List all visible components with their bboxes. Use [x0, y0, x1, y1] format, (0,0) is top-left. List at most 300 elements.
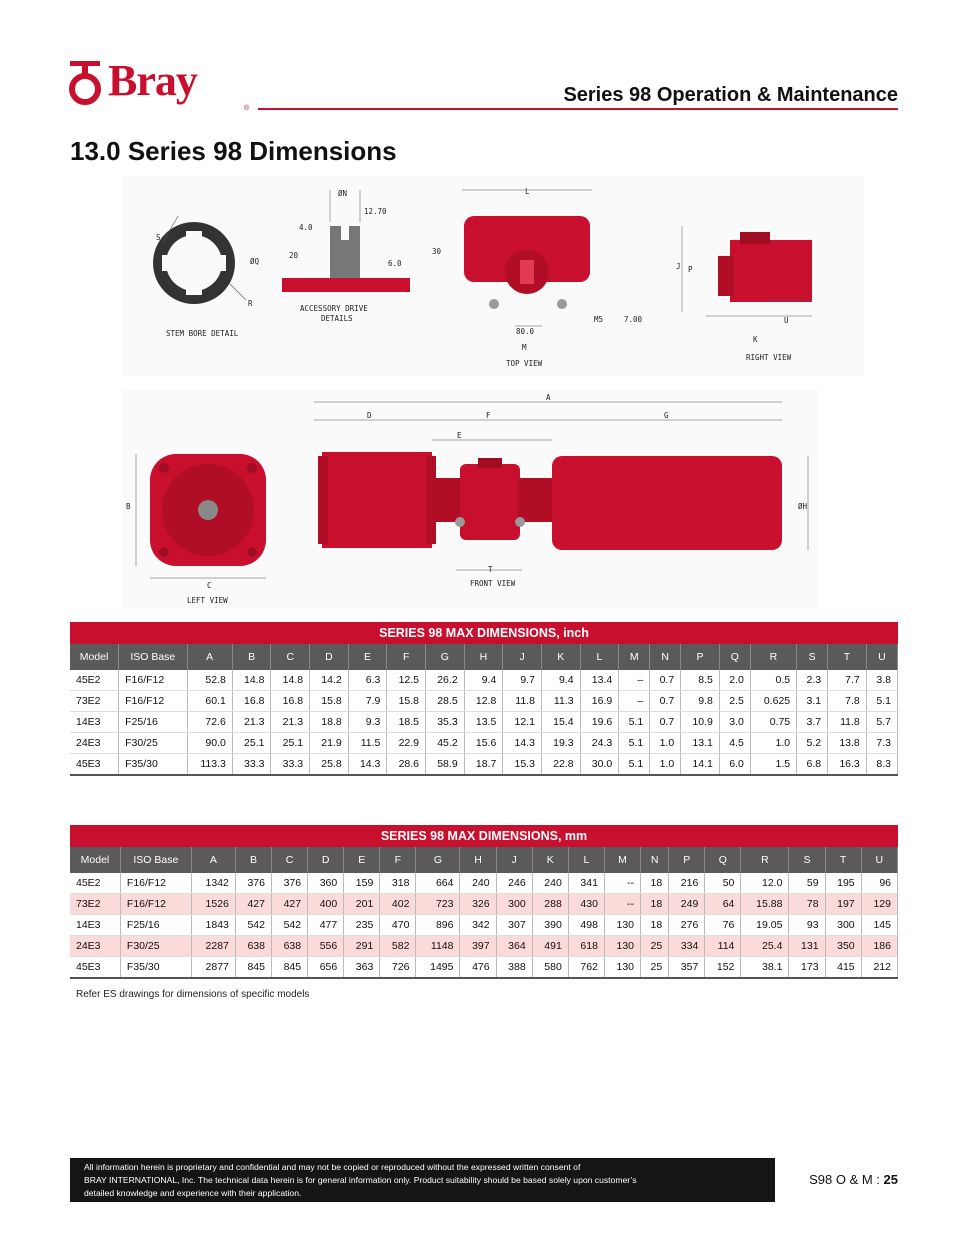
column-header: B	[235, 847, 271, 873]
table-cell: 10.9	[681, 712, 720, 733]
table-cell: 15.8	[387, 691, 426, 712]
table-cell: 288	[532, 894, 568, 915]
table-cell: 76	[705, 915, 741, 936]
left-label-c: C	[207, 581, 212, 590]
table-cell: 30.0	[580, 754, 619, 776]
header-rule	[258, 108, 898, 110]
table-cell: 45E2	[70, 873, 120, 894]
table-cell: 18.7	[464, 754, 503, 776]
table-cell: 1526	[191, 894, 235, 915]
table-cell: 307	[496, 915, 532, 936]
table-cell: 363	[344, 957, 380, 979]
table-cell: 7.3	[866, 733, 897, 754]
table-cell: F16/F12	[120, 873, 191, 894]
table-cell: 152	[705, 957, 741, 979]
table-cell: 14.1	[681, 754, 720, 776]
top-label-m: M	[522, 343, 527, 352]
acc-caption-2: DETAILS	[321, 314, 353, 323]
table-cell: 9.7	[503, 670, 542, 691]
table-cell: 16.8	[271, 691, 310, 712]
acc-caption-1: ACCESSORY DRIVE	[300, 304, 368, 313]
table-cell: 13.8	[828, 733, 867, 754]
column-header: N	[641, 847, 669, 873]
table-cell: 13.4	[580, 670, 619, 691]
table-cell: 45E3	[70, 957, 120, 979]
column-header: P	[681, 644, 720, 670]
table-cell: 6.3	[348, 670, 387, 691]
left-view	[126, 454, 266, 605]
mm-table-title: SERIES 98 MAX DIMENSIONS, mm	[70, 825, 898, 847]
table-cell: 0.7	[650, 691, 681, 712]
table-cell: 25.8	[310, 754, 349, 776]
table-cell: 16.3	[828, 754, 867, 776]
table-cell: F25/16	[119, 712, 187, 733]
table-cell: 0.5	[750, 670, 796, 691]
table-cell: 638	[235, 936, 271, 957]
table-cell: 13.1	[681, 733, 720, 754]
table-cell: 3.8	[866, 670, 897, 691]
table-cell: 28.6	[387, 754, 426, 776]
table-cell: 60.1	[187, 691, 232, 712]
table-cell: 664	[416, 873, 460, 894]
table-cell: 390	[532, 915, 568, 936]
column-header: ISO Base	[120, 847, 191, 873]
table-cell: 350	[825, 936, 861, 957]
table-cell: 12.0	[741, 873, 789, 894]
table-cell: 38.1	[741, 957, 789, 979]
column-header: M	[619, 644, 650, 670]
table-cell: 22.9	[387, 733, 426, 754]
front-label-d: D	[367, 411, 372, 420]
mm-table-header	[70, 847, 898, 873]
table-cell: 726	[380, 957, 416, 979]
table-row	[70, 712, 898, 733]
column-header: U	[861, 847, 897, 873]
disclaimer-line-1: All information herein is proprietary and confidential and may not be copied or reproduced without the expressed written consent of	[84, 1162, 581, 1172]
table-cell: F16/F12	[119, 691, 187, 712]
table-cell: 357	[669, 957, 705, 979]
column-header: S	[797, 644, 828, 670]
table-cell: 318	[380, 873, 416, 894]
column-header: A	[191, 847, 235, 873]
table-cell: 9.3	[348, 712, 387, 733]
table-cell: 18.8	[310, 712, 349, 733]
table-cell: 3.1	[797, 691, 828, 712]
table-row	[70, 754, 898, 776]
table-cell: 1148	[416, 936, 460, 957]
table-cell: 21.3	[232, 712, 271, 733]
top-view	[432, 187, 643, 368]
column-header: Model	[70, 847, 120, 873]
table-cell: 240	[532, 873, 568, 894]
table-cell: 638	[272, 936, 308, 957]
column-header: Model	[70, 644, 119, 670]
table-cell: 113.3	[187, 754, 232, 776]
table-cell: 18	[641, 915, 669, 936]
mm-dimensions-table	[70, 825, 898, 979]
table-cell: 0.7	[650, 712, 681, 733]
table-cell: 845	[235, 957, 271, 979]
accessory-drive-detail	[282, 189, 410, 323]
table-cell: 240	[460, 873, 496, 894]
table-cell: 276	[669, 915, 705, 936]
table-cell: 580	[532, 957, 568, 979]
column-header: F	[387, 644, 426, 670]
table-cell: 2.0	[719, 670, 750, 691]
table-cell: 26.2	[426, 670, 465, 691]
column-header: J	[503, 644, 542, 670]
top-view-caption: TOP VIEW	[506, 359, 543, 368]
table-cell: 195	[825, 873, 861, 894]
table-cell: 246	[496, 873, 532, 894]
stem-bore-label-s: S	[156, 233, 161, 242]
table-cell: 2.5	[719, 691, 750, 712]
table-cell: 45E2	[70, 670, 119, 691]
disclaimer-line-2: BRAY INTERNATIONAL, Inc. The technical data herein is for general information only. Product suitability should be based solely upon customer’s	[84, 1175, 637, 1185]
table-cell: 9.4	[541, 670, 580, 691]
table-cell: 114	[705, 936, 741, 957]
table-cell: 400	[308, 894, 344, 915]
table-cell: 5.1	[619, 754, 650, 776]
table-cell: 2877	[191, 957, 235, 979]
table-cell: 45.2	[426, 733, 465, 754]
bray-logo-mark-icon	[68, 55, 108, 113]
table-cell: 1342	[191, 873, 235, 894]
stem-bore-label-r: R	[248, 299, 253, 308]
table-cell: 896	[416, 915, 460, 936]
table-cell: 186	[861, 936, 897, 957]
bray-logo	[68, 55, 258, 113]
column-header: ISO Base	[119, 644, 187, 670]
table-cell: 33.3	[271, 754, 310, 776]
table-cell: 334	[669, 936, 705, 957]
table-cell: 762	[568, 957, 604, 979]
table-cell: 50	[705, 873, 741, 894]
table-cell: 90.0	[187, 733, 232, 754]
table-cell: 18	[641, 894, 669, 915]
table-cell: 130	[604, 957, 640, 979]
stem-bore-detail	[153, 216, 260, 338]
table-cell: 364	[496, 936, 532, 957]
table-cell: 8.3	[866, 754, 897, 776]
table-cell: 11.8	[503, 691, 542, 712]
column-header: K	[532, 847, 568, 873]
table-cell: 28.5	[426, 691, 465, 712]
table-cell: 11.3	[541, 691, 580, 712]
table-cell: 5.2	[797, 733, 828, 754]
table-cell: 216	[669, 873, 705, 894]
table-cell: 25.4	[741, 936, 789, 957]
table-cell: 618	[568, 936, 604, 957]
table-cell: 21.3	[271, 712, 310, 733]
table-cell: 1.0	[650, 754, 681, 776]
table-row	[70, 894, 898, 915]
table-cell: 9.8	[681, 691, 720, 712]
table-cell: 78	[789, 894, 825, 915]
table-cell: F35/30	[119, 754, 187, 776]
table-cell: 72.6	[187, 712, 232, 733]
table-cell: 18	[641, 873, 669, 894]
column-header: G	[416, 847, 460, 873]
table-cell: 342	[460, 915, 496, 936]
table-cell: 427	[272, 894, 308, 915]
table-cell: 376	[235, 873, 271, 894]
table-cell: 397	[460, 936, 496, 957]
table-cell: 470	[380, 915, 416, 936]
top-label-700: 7.00	[624, 315, 643, 324]
table-row	[70, 733, 898, 754]
table-cell: 16.8	[232, 691, 271, 712]
table-cell: 19.6	[580, 712, 619, 733]
column-header: Q	[719, 644, 750, 670]
table-cell: --	[604, 873, 640, 894]
page-number-value: 25	[883, 1172, 898, 1187]
table-row	[70, 691, 898, 712]
column-header: D	[308, 847, 344, 873]
table-cell: 582	[380, 936, 416, 957]
table-cell: 388	[496, 957, 532, 979]
table-cell: 14.3	[503, 733, 542, 754]
table-cell: 18.5	[387, 712, 426, 733]
table-cell: 1.5	[750, 754, 796, 776]
table-cell: 402	[380, 894, 416, 915]
table-cell: 1843	[191, 915, 235, 936]
table-cell: 12.8	[464, 691, 503, 712]
front-label-t: T	[488, 565, 493, 574]
column-header: K	[541, 644, 580, 670]
front-label-f: F	[486, 411, 491, 420]
column-header: H	[460, 847, 496, 873]
table-cell: 35.3	[426, 712, 465, 733]
table-cell: 130	[604, 936, 640, 957]
table-cell: 656	[308, 957, 344, 979]
table-cell: 33.3	[232, 754, 271, 776]
table-cell: –	[619, 691, 650, 712]
top-label-m5: M5	[594, 315, 604, 324]
column-header: N	[650, 644, 681, 670]
top-drawings	[122, 176, 864, 376]
column-header: J	[496, 847, 532, 873]
column-header: Q	[705, 847, 741, 873]
table-cell: F25/16	[120, 915, 191, 936]
table-cell: 52.8	[187, 670, 232, 691]
column-header: A	[187, 644, 232, 670]
table-cell: 25.1	[271, 733, 310, 754]
table-cell: 235	[344, 915, 380, 936]
table-cell: 16.9	[580, 691, 619, 712]
column-header: C	[271, 644, 310, 670]
table-cell: 159	[344, 873, 380, 894]
table-row	[70, 936, 898, 957]
column-header: R	[750, 644, 796, 670]
column-header: F	[380, 847, 416, 873]
table-row	[70, 670, 898, 691]
front-label-e: E	[457, 431, 462, 440]
table-cell: --	[604, 894, 640, 915]
table-cell: 11.8	[828, 712, 867, 733]
table-cell: 542	[235, 915, 271, 936]
acc-label-n: ØN	[338, 189, 348, 198]
inch-table-body	[70, 670, 898, 775]
table-cell: F30/25	[120, 936, 191, 957]
table-cell: 24E3	[70, 733, 119, 754]
column-header: G	[426, 644, 465, 670]
inch-table-header	[70, 644, 898, 670]
table-cell: 201	[344, 894, 380, 915]
right-label-u: U	[784, 316, 789, 325]
top-label-30: 30	[432, 247, 442, 256]
table-cell: 24E3	[70, 936, 120, 957]
table-cell: 73E2	[70, 691, 119, 712]
table-cell: 12.5	[387, 670, 426, 691]
table-cell: 13.5	[464, 712, 503, 733]
page-number	[809, 1172, 898, 1187]
table-cell: 360	[308, 873, 344, 894]
column-header: L	[568, 847, 604, 873]
table-cell: 15.88	[741, 894, 789, 915]
table-cell: F30/25	[119, 733, 187, 754]
table-cell: 1495	[416, 957, 460, 979]
table-cell: 59	[789, 873, 825, 894]
top-label-80: 80.0	[516, 327, 535, 336]
front-view	[314, 393, 808, 588]
column-header: B	[232, 644, 271, 670]
table-cell: 131	[789, 936, 825, 957]
left-label-b: B	[126, 502, 131, 511]
front-label-h: ØH	[798, 502, 808, 511]
table-cell: –	[619, 670, 650, 691]
table-cell: 6.8	[797, 754, 828, 776]
table-cell: 723	[416, 894, 460, 915]
table-cell: 130	[604, 915, 640, 936]
table-cell: 14.8	[232, 670, 271, 691]
table-cell: 14E3	[70, 915, 120, 936]
table-cell: 64	[705, 894, 741, 915]
column-header: D	[310, 644, 349, 670]
table-cell: 542	[272, 915, 308, 936]
brand-name: Bray	[108, 56, 197, 105]
column-header: P	[669, 847, 705, 873]
table-cell: 3.0	[719, 712, 750, 733]
table-cell: 9.4	[464, 670, 503, 691]
bottom-drawings	[122, 390, 818, 608]
column-header: S	[789, 847, 825, 873]
acc-label-60: 6.0	[388, 259, 402, 268]
table-cell: 21.9	[310, 733, 349, 754]
table-cell: 15.4	[541, 712, 580, 733]
stem-bore-caption: STEM BORE DETAIL	[166, 329, 239, 338]
table-cell: 4.5	[719, 733, 750, 754]
table-cell: 7.9	[348, 691, 387, 712]
table-cell: 25	[641, 936, 669, 957]
table-cell: 5.1	[619, 733, 650, 754]
table-cell: 0.625	[750, 691, 796, 712]
table-cell: 2.3	[797, 670, 828, 691]
column-header: L	[580, 644, 619, 670]
table-cell: 845	[272, 957, 308, 979]
page-label: S98 O & M :	[809, 1172, 884, 1187]
acc-label-20: 20	[289, 251, 299, 260]
footer-disclaimer	[70, 1158, 775, 1202]
table-cell: 300	[496, 894, 532, 915]
table-cell: 1.0	[650, 733, 681, 754]
table-cell: 96	[861, 873, 897, 894]
right-label-j: J	[676, 262, 681, 271]
table-cell: 3.7	[797, 712, 828, 733]
table-cell: 12.1	[503, 712, 542, 733]
column-header: E	[344, 847, 380, 873]
table-cell: 45E3	[70, 754, 119, 776]
table-cell: 291	[344, 936, 380, 957]
table-cell: 8.5	[681, 670, 720, 691]
left-view-caption: LEFT VIEW	[187, 596, 228, 605]
acc-label-1270: 12.70	[364, 207, 387, 216]
column-header: E	[348, 644, 387, 670]
front-view-caption: FRONT VIEW	[470, 579, 516, 588]
table-cell: 145	[861, 915, 897, 936]
table-cell: 19.05	[741, 915, 789, 936]
table-cell: 22.8	[541, 754, 580, 776]
table-cell: 14.3	[348, 754, 387, 776]
front-label-g: G	[664, 411, 669, 420]
table-cell: F16/F12	[119, 670, 187, 691]
table-row	[70, 915, 898, 936]
acc-label-40: 4.0	[299, 223, 313, 232]
disclaimer-line-3: detailed knowledge and experience with their application.	[84, 1188, 302, 1198]
table-cell: 556	[308, 936, 344, 957]
table-cell: 14.2	[310, 670, 349, 691]
table-cell: 7.8	[828, 691, 867, 712]
table-cell: 477	[308, 915, 344, 936]
registered-mark: ®	[244, 105, 250, 112]
inch-table-title: SERIES 98 MAX DIMENSIONS, inch	[70, 622, 898, 644]
table-cell: 5.1	[866, 691, 897, 712]
right-label-p: P	[688, 265, 693, 274]
column-header: T	[825, 847, 861, 873]
table-cell: 197	[825, 894, 861, 915]
table-cell: 5.1	[619, 712, 650, 733]
table-cell: 173	[789, 957, 825, 979]
table-cell: 326	[460, 894, 496, 915]
table-cell: 376	[272, 873, 308, 894]
table-cell: 7.7	[828, 670, 867, 691]
table-cell: 24.3	[580, 733, 619, 754]
table-cell: F35/30	[120, 957, 191, 979]
table-cell: 476	[460, 957, 496, 979]
table-cell: 129	[861, 894, 897, 915]
table-row	[70, 957, 898, 979]
table-cell: 19.3	[541, 733, 580, 754]
header-title: Series 98 Operation & Maintenance	[563, 84, 898, 106]
right-view-caption: RIGHT VIEW	[746, 353, 792, 362]
table-cell: 15.3	[503, 754, 542, 776]
mm-table-body	[70, 873, 898, 978]
table-row	[70, 873, 898, 894]
right-view	[676, 226, 812, 362]
table-cell: 15.6	[464, 733, 503, 754]
table-cell: 212	[861, 957, 897, 979]
table-cell: 15.8	[310, 691, 349, 712]
table-cell: 1.0	[750, 733, 796, 754]
stem-bore-label-q: ØQ	[250, 257, 260, 266]
table-cell: 14.8	[271, 670, 310, 691]
column-header: T	[828, 644, 867, 670]
inch-dimensions-table	[70, 622, 898, 776]
table-cell: 341	[568, 873, 604, 894]
table-cell: 300	[825, 915, 861, 936]
table-cell: 6.0	[719, 754, 750, 776]
table-cell: 73E2	[70, 894, 120, 915]
